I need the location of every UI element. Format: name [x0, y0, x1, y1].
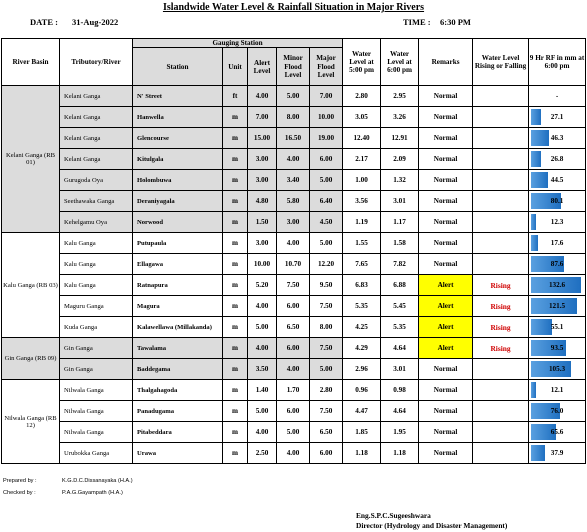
trend-cell — [473, 107, 529, 128]
major-flood-cell: 5.00 — [310, 233, 343, 254]
remarks-cell: Normal — [419, 191, 473, 212]
minor-flood-cell: 16.50 — [277, 128, 310, 149]
rainfall-cell — [529, 443, 586, 464]
trend-cell — [473, 380, 529, 401]
col-rainfall: 9 Hr RF in mm at 6:00 pm — [529, 39, 586, 86]
river-cell: Nilwala Ganga — [60, 401, 133, 422]
water-level-6pm-cell: 6.88 — [381, 275, 419, 296]
table-row — [2, 443, 586, 464]
table-row — [2, 401, 586, 422]
unit-cell: m — [223, 233, 248, 254]
water-level-6pm-cell: 2.95 — [381, 86, 419, 107]
minor-flood-cell: 4.00 — [277, 359, 310, 380]
alert-level-cell: 3.00 — [248, 170, 277, 191]
major-flood-cell: 7.00 — [310, 86, 343, 107]
water-level-6pm-cell: 3.01 — [381, 359, 419, 380]
water-level-5pm-cell: 5.35 — [343, 296, 381, 317]
trend-cell: Rising — [473, 296, 529, 317]
rainfall-cell — [529, 338, 586, 359]
unit-cell: m — [223, 317, 248, 338]
alert-level-cell: 10.00 — [248, 254, 277, 275]
major-flood-cell: 4.50 — [310, 212, 343, 233]
minor-flood-cell: 1.70 — [277, 380, 310, 401]
river-cell: Kelani Ganga — [60, 107, 133, 128]
major-flood-cell: 9.50 — [310, 275, 343, 296]
table-row — [2, 296, 586, 317]
minor-flood-cell: 4.00 — [277, 443, 310, 464]
table-row — [2, 254, 586, 275]
major-flood-cell: 19.00 — [310, 128, 343, 149]
river-cell: Kalu Ganga — [60, 275, 133, 296]
water-level-5pm-cell: 1.18 — [343, 443, 381, 464]
rainfall-value: 46.3 — [550, 134, 564, 143]
rainfall-cell — [529, 233, 586, 254]
rainfall-value: 121.5 — [548, 302, 566, 311]
rainfall-cell — [529, 107, 586, 128]
rainfall-cell — [529, 212, 586, 233]
water-level-5pm-cell: 1.19 — [343, 212, 381, 233]
alert-level-cell: 15.00 — [248, 128, 277, 149]
river-cell: Kelani Ganga — [60, 128, 133, 149]
river-basin-cell: Kalu Ganga (RB 03) — [2, 233, 60, 338]
river-cell: Kelani Ganga — [60, 86, 133, 107]
table-row — [2, 338, 586, 359]
major-flood-cell: 7.50 — [310, 401, 343, 422]
river-cell: Gin Ganga — [60, 338, 133, 359]
river-cell: Gin Ganga — [60, 359, 133, 380]
water-level-6pm-cell: 2.09 — [381, 149, 419, 170]
remarks-cell: Normal — [419, 443, 473, 464]
alert-level-cell: 3.00 — [248, 149, 277, 170]
rainfall-cell — [529, 317, 586, 338]
water-level-6pm-cell: 1.58 — [381, 233, 419, 254]
alert-level-cell: 1.40 — [248, 380, 277, 401]
trend-cell — [473, 212, 529, 233]
station-cell: Thalgahagoda — [133, 380, 223, 401]
unit-cell: ft — [223, 86, 248, 107]
col-river-basin: River Basin — [2, 39, 60, 86]
rainfall-value: 87.6 — [550, 260, 564, 269]
water-level-5pm-cell: 4.47 — [343, 401, 381, 422]
rainfall-cell — [529, 401, 586, 422]
signatory-title: Director (Hydrology and Disaster Management) — [356, 521, 508, 530]
rainfall-cell — [529, 170, 586, 191]
station-cell: Glencourse — [133, 128, 223, 149]
water-level-5pm-cell: 6.83 — [343, 275, 381, 296]
unit-cell: m — [223, 128, 248, 149]
water-level-6pm-cell: 1.18 — [381, 443, 419, 464]
col-unit: Unit — [223, 48, 248, 86]
minor-flood-cell: 6.00 — [277, 296, 310, 317]
rainfall-cell — [529, 86, 586, 107]
table-row — [2, 275, 586, 296]
rainfall-value: 132.6 — [548, 281, 566, 290]
major-flood-cell: 2.80 — [310, 380, 343, 401]
unit-cell: m — [223, 254, 248, 275]
rainfall-value: 80.1 — [550, 197, 564, 206]
rainfall-cell — [529, 359, 586, 380]
rainfall-value: 105.3 — [548, 365, 566, 374]
rainfall-value: 12.1 — [550, 386, 564, 395]
water-level-5pm-cell: 2.80 — [343, 86, 381, 107]
signatory-name: Eng.S.P.C.Sugeeshwara — [356, 511, 431, 520]
rainfall-value: 17.6 — [550, 239, 564, 248]
col-gauging-station: Gauging Station — [133, 39, 343, 48]
water-level-6pm-cell: 1.17 — [381, 212, 419, 233]
rainfall-cell — [529, 191, 586, 212]
major-flood-cell: 5.00 — [310, 359, 343, 380]
station-cell: Ratnapura — [133, 275, 223, 296]
trend-cell — [473, 191, 529, 212]
major-flood-cell: 5.00 — [310, 170, 343, 191]
trend-cell — [473, 170, 529, 191]
unit-cell: m — [223, 191, 248, 212]
table-row — [2, 422, 586, 443]
table-row — [2, 86, 586, 107]
major-flood-cell: 6.00 — [310, 149, 343, 170]
minor-flood-cell: 6.00 — [277, 338, 310, 359]
alert-level-cell: 5.20 — [248, 275, 277, 296]
major-flood-cell: 6.00 — [310, 443, 343, 464]
river-cell: Gurugoda Oya — [60, 170, 133, 191]
table-row — [2, 170, 586, 191]
unit-cell: m — [223, 275, 248, 296]
rainfall-cell — [529, 422, 586, 443]
unit-cell: m — [223, 296, 248, 317]
trend-cell — [473, 149, 529, 170]
trend-cell — [473, 254, 529, 275]
station-cell: Hanwella — [133, 107, 223, 128]
minor-flood-cell: 3.00 — [277, 212, 310, 233]
table-row — [2, 233, 586, 254]
water-level-6pm-cell: 12.91 — [381, 128, 419, 149]
station-cell: N' Street — [133, 86, 223, 107]
water-level-table — [1, 38, 586, 464]
remarks-cell: Normal — [419, 86, 473, 107]
rainfall-value: 65.6 — [550, 428, 564, 437]
remarks-cell: Alert — [419, 317, 473, 338]
station-cell: Pitabeddara — [133, 422, 223, 443]
minor-flood-cell: 6.50 — [277, 317, 310, 338]
alert-level-cell: 4.80 — [248, 191, 277, 212]
rainfall-value: 93.5 — [550, 344, 564, 353]
water-level-5pm-cell: 2.17 — [343, 149, 381, 170]
remarks-cell: Alert — [419, 338, 473, 359]
trend-cell — [473, 233, 529, 254]
remarks-cell: Normal — [419, 422, 473, 443]
table-row — [2, 359, 586, 380]
river-cell: Kalu Ganga — [60, 233, 133, 254]
trend-cell: Rising — [473, 338, 529, 359]
alert-level-cell: 3.50 — [248, 359, 277, 380]
remarks-cell: Normal — [419, 233, 473, 254]
table-row — [2, 191, 586, 212]
water-level-5pm-cell: 1.85 — [343, 422, 381, 443]
water-level-6pm-cell: 4.64 — [381, 338, 419, 359]
table-row — [2, 212, 586, 233]
remarks-cell: Normal — [419, 107, 473, 128]
minor-flood-cell: 5.00 — [277, 422, 310, 443]
river-cell: Kalu Ganga — [60, 254, 133, 275]
station-cell: Deraniyagala — [133, 191, 223, 212]
alert-level-cell: 5.00 — [248, 401, 277, 422]
water-level-6pm-cell: 4.64 — [381, 401, 419, 422]
station-cell: Holombuwa — [133, 170, 223, 191]
minor-flood-cell: 7.50 — [277, 275, 310, 296]
rainfall-cell — [529, 254, 586, 275]
water-level-6pm-cell: 3.26 — [381, 107, 419, 128]
prepared-by: K.G.D.C.Dissanayaka (H.A.) — [62, 478, 133, 484]
major-flood-cell: 6.40 — [310, 191, 343, 212]
alert-level-cell: 5.00 — [248, 317, 277, 338]
rainfall-value: 55.1 — [550, 323, 564, 332]
river-cell: Kehelgamu Oya — [60, 212, 133, 233]
river-cell: Maguru Ganga — [60, 296, 133, 317]
col-alert-level: Alert Level — [248, 48, 277, 86]
alert-level-cell: 7.00 — [248, 107, 277, 128]
rainfall-value: 26.8 — [550, 155, 564, 164]
col-minor-flood: Minor Flood Level — [277, 48, 310, 86]
minor-flood-cell: 5.00 — [277, 86, 310, 107]
water-level-5pm-cell: 4.25 — [343, 317, 381, 338]
water-level-6pm-cell: 1.32 — [381, 170, 419, 191]
water-level-5pm-cell: 12.40 — [343, 128, 381, 149]
rainfall-value: 76.0 — [550, 407, 564, 416]
minor-flood-cell: 4.00 — [277, 233, 310, 254]
unit-cell: m — [223, 338, 248, 359]
station-cell: Ellagawa — [133, 254, 223, 275]
col-tributary: Tributory/River — [60, 39, 133, 86]
remarks-cell: Alert — [419, 296, 473, 317]
water-level-5pm-cell: 2.96 — [343, 359, 381, 380]
remarks-cell: Normal — [419, 254, 473, 275]
rainfall-value: 44.5 — [550, 176, 564, 185]
station-cell: Baddegama — [133, 359, 223, 380]
rainfall-cell — [529, 296, 586, 317]
station-cell: Putupaula — [133, 233, 223, 254]
col-water-level-6pm: Water Level at 6:00 pm — [381, 39, 419, 86]
col-major-flood: Major Flood Level — [310, 48, 343, 86]
trend-cell — [473, 401, 529, 422]
river-cell: Kuda Ganga — [60, 317, 133, 338]
minor-flood-cell: 8.00 — [277, 107, 310, 128]
river-cell: Nilwala Ganga — [60, 422, 133, 443]
water-level-6pm-cell: 5.45 — [381, 296, 419, 317]
rainfall-value: 27.1 — [550, 113, 564, 122]
alert-level-cell: 1.50 — [248, 212, 277, 233]
report-title: Islandwide Water Level & Rainfall Situation in Major Rivers — [162, 2, 425, 13]
remarks-cell: Normal — [419, 401, 473, 422]
trend-cell — [473, 359, 529, 380]
rainfall-value: 12.3 — [550, 218, 564, 227]
station-cell: Urawa — [133, 443, 223, 464]
table-row — [2, 149, 586, 170]
major-flood-cell: 6.50 — [310, 422, 343, 443]
rainfall-cell — [529, 149, 586, 170]
water-level-5pm-cell: 1.55 — [343, 233, 381, 254]
alert-level-cell: 3.00 — [248, 233, 277, 254]
alert-level-cell: 2.50 — [248, 443, 277, 464]
report-date: 31-Aug-2022 — [72, 17, 119, 27]
station-cell: Kalawellawa (Millakanda) — [133, 317, 223, 338]
river-cell: Kelani Ganga — [60, 149, 133, 170]
water-level-5pm-cell: 3.05 — [343, 107, 381, 128]
unit-cell: m — [223, 401, 248, 422]
remarks-cell: Normal — [419, 212, 473, 233]
checked-label: Checked by : — [3, 490, 36, 496]
major-flood-cell: 12.20 — [310, 254, 343, 275]
alert-level-cell: 4.00 — [248, 86, 277, 107]
table-row — [2, 128, 586, 149]
minor-flood-cell: 6.00 — [277, 401, 310, 422]
trend-cell — [473, 443, 529, 464]
remarks-cell: Normal — [419, 359, 473, 380]
station-cell: Kitulgala — [133, 149, 223, 170]
water-level-6pm-cell: 3.01 — [381, 191, 419, 212]
remarks-cell: Alert — [419, 275, 473, 296]
river-basin-cell: Gin Ganga (RB 09) — [2, 338, 60, 380]
alert-level-cell: 4.00 — [248, 422, 277, 443]
unit-cell: m — [223, 212, 248, 233]
rainfall-value: 37.9 — [550, 449, 564, 458]
unit-cell: m — [223, 443, 248, 464]
minor-flood-cell: 4.00 — [277, 149, 310, 170]
station-cell: Panadugama — [133, 401, 223, 422]
remarks-cell: Normal — [419, 128, 473, 149]
station-cell: Magura — [133, 296, 223, 317]
table-row — [2, 317, 586, 338]
rainfall-cell — [529, 128, 586, 149]
water-level-6pm-cell: 7.82 — [381, 254, 419, 275]
water-level-6pm-cell: 0.98 — [381, 380, 419, 401]
water-level-5pm-cell: 1.00 — [343, 170, 381, 191]
minor-flood-cell: 5.80 — [277, 191, 310, 212]
water-level-5pm-cell: 3.56 — [343, 191, 381, 212]
minor-flood-cell: 3.40 — [277, 170, 310, 191]
unit-cell: m — [223, 380, 248, 401]
river-basin-cell: Kelani Ganga (RB 01) — [2, 86, 60, 233]
date-label: DATE : — [30, 17, 58, 27]
trend-cell: Rising — [473, 317, 529, 338]
col-remarks: Remarks — [419, 39, 473, 86]
table-body — [2, 86, 586, 464]
rainfall-cell — [529, 380, 586, 401]
station-cell: Norwood — [133, 212, 223, 233]
minor-flood-cell: 10.70 — [277, 254, 310, 275]
unit-cell: m — [223, 170, 248, 191]
trend-cell — [473, 86, 529, 107]
river-cell: Urubokka Ganga — [60, 443, 133, 464]
rainfall-cell — [529, 275, 586, 296]
remarks-cell: Normal — [419, 170, 473, 191]
major-flood-cell: 7.50 — [310, 338, 343, 359]
table-row — [2, 107, 586, 128]
water-level-6pm-cell: 5.35 — [381, 317, 419, 338]
report-time: 6:30 PM — [440, 17, 471, 27]
alert-level-cell: 4.00 — [248, 338, 277, 359]
checked-by: P.A.G.Gayampath (H.A.) — [62, 490, 123, 496]
col-station: Station — [133, 48, 223, 86]
water-level-6pm-cell: 1.95 — [381, 422, 419, 443]
major-flood-cell: 7.50 — [310, 296, 343, 317]
prepared-label: Prepared by : — [3, 478, 37, 484]
water-level-5pm-cell: 4.29 — [343, 338, 381, 359]
unit-cell: m — [223, 107, 248, 128]
trend-cell: Rising — [473, 275, 529, 296]
major-flood-cell: 8.00 — [310, 317, 343, 338]
unit-cell: m — [223, 149, 248, 170]
rainfall-value: - — [555, 92, 559, 101]
col-water-level-5pm: Water Level at 5:00 pm — [343, 39, 381, 86]
river-cell: Seethawaka Ganga — [60, 191, 133, 212]
trend-cell — [473, 422, 529, 443]
water-level-5pm-cell: 0.96 — [343, 380, 381, 401]
time-label: TIME : — [403, 17, 431, 27]
remarks-cell: Normal — [419, 380, 473, 401]
major-flood-cell: 10.00 — [310, 107, 343, 128]
unit-cell: m — [223, 359, 248, 380]
remarks-cell: Normal — [419, 149, 473, 170]
alert-level-cell: 4.00 — [248, 296, 277, 317]
river-cell: Nilwala Ganga — [60, 380, 133, 401]
river-basin-cell: Nilwala Ganga (RB 12) — [2, 380, 60, 464]
water-level-5pm-cell: 7.65 — [343, 254, 381, 275]
col-rising-falling: Water Level Rising or Falling — [473, 39, 529, 86]
table-row — [2, 380, 586, 401]
station-cell: Tawalama — [133, 338, 223, 359]
trend-cell — [473, 128, 529, 149]
unit-cell: m — [223, 422, 248, 443]
